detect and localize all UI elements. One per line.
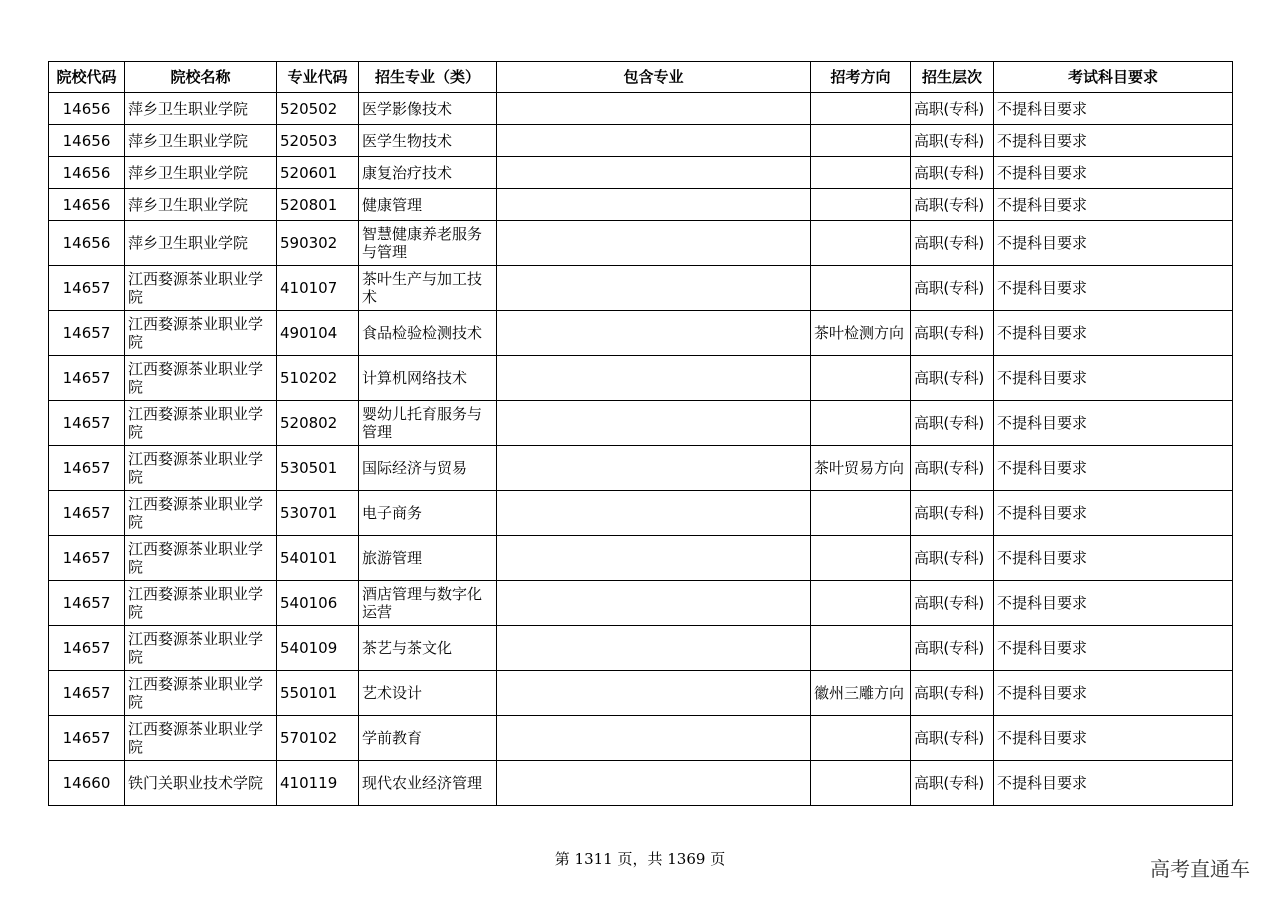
cell-exam-requirement: 不提科目要求 <box>994 716 1233 761</box>
table-row <box>49 536 1233 581</box>
table-row <box>49 189 1233 221</box>
cell-school-name: 江西婺源茶业职业学院 <box>125 311 277 356</box>
cell-school-code: 14657 <box>49 581 125 626</box>
cell-exam-requirement: 不提科目要求 <box>994 189 1233 221</box>
cell-exam-requirement: 不提科目要求 <box>994 446 1233 491</box>
cell-school-name: 江西婺源茶业职业学院 <box>125 491 277 536</box>
cell-school-name: 江西婺源茶业职业学院 <box>125 446 277 491</box>
cell-level: 高职(专科) <box>911 671 994 716</box>
cell-level: 高职(专科) <box>911 221 994 266</box>
cell-major-code: 540109 <box>277 626 359 671</box>
header-exam-requirement: 考试科目要求 <box>994 62 1233 93</box>
cell-major: 学前教育 <box>359 716 497 761</box>
cell-school-code: 14657 <box>49 401 125 446</box>
cell-direction <box>811 266 911 311</box>
cell-major-code: 510202 <box>277 356 359 401</box>
cell-direction: 茶叶贸易方向 <box>811 446 911 491</box>
cell-major: 医学影像技术 <box>359 93 497 125</box>
table-row <box>49 716 1233 761</box>
header-school-name: 院校名称 <box>125 62 277 93</box>
cell-direction: 茶叶检测方向 <box>811 311 911 356</box>
table-row <box>49 626 1233 671</box>
cell-direction <box>811 93 911 125</box>
table-row <box>49 671 1233 716</box>
cell-major-code: 530501 <box>277 446 359 491</box>
cell-school-code: 14656 <box>49 221 125 266</box>
cell-school-code: 14657 <box>49 626 125 671</box>
cell-major: 康复治疗技术 <box>359 157 497 189</box>
cell-included-majors <box>497 125 811 157</box>
table-row <box>49 157 1233 189</box>
cell-level: 高职(专科) <box>911 446 994 491</box>
cell-exam-requirement: 不提科目要求 <box>994 356 1233 401</box>
cell-direction <box>811 401 911 446</box>
cell-direction <box>811 125 911 157</box>
header-level: 招生层次 <box>911 62 994 93</box>
cell-included-majors <box>497 266 811 311</box>
cell-school-code: 14657 <box>49 311 125 356</box>
cell-included-majors <box>497 446 811 491</box>
cell-school-name: 江西婺源茶业职业学院 <box>125 356 277 401</box>
cell-included-majors <box>497 401 811 446</box>
cell-major: 旅游管理 <box>359 536 497 581</box>
cell-major-code: 540101 <box>277 536 359 581</box>
cell-major: 国际经济与贸易 <box>359 446 497 491</box>
cell-major-code: 520503 <box>277 125 359 157</box>
header-major-code: 专业代码 <box>277 62 359 93</box>
cell-school-code: 14656 <box>49 157 125 189</box>
cell-school-name: 江西婺源茶业职业学院 <box>125 401 277 446</box>
header-included-majors: 包含专业 <box>497 62 811 93</box>
cell-level: 高职(专科) <box>911 401 994 446</box>
cell-included-majors <box>497 626 811 671</box>
header-major: 招生专业（类） <box>359 62 497 93</box>
cell-school-code: 14656 <box>49 125 125 157</box>
cell-level: 高职(专科) <box>911 157 994 189</box>
cell-school-code: 14656 <box>49 189 125 221</box>
cell-school-code: 14657 <box>49 671 125 716</box>
cell-major: 计算机网络技术 <box>359 356 497 401</box>
cell-exam-requirement: 不提科目要求 <box>994 221 1233 266</box>
cell-school-code: 14660 <box>49 761 125 806</box>
cell-exam-requirement: 不提科目要求 <box>994 671 1233 716</box>
cell-direction <box>811 491 911 536</box>
cell-major: 现代农业经济管理 <box>359 761 497 806</box>
cell-school-name: 萍乡卫生职业学院 <box>125 189 277 221</box>
cell-major-code: 540106 <box>277 581 359 626</box>
cell-school-code: 14656 <box>49 93 125 125</box>
cell-level: 高职(专科) <box>911 125 994 157</box>
cell-school-code: 14657 <box>49 266 125 311</box>
cell-major-code: 490104 <box>277 311 359 356</box>
cell-level: 高职(专科) <box>911 356 994 401</box>
cell-major-code: 590302 <box>277 221 359 266</box>
cell-school-name: 江西婺源茶业职业学院 <box>125 266 277 311</box>
cell-direction <box>811 189 911 221</box>
cell-exam-requirement: 不提科目要求 <box>994 266 1233 311</box>
cell-exam-requirement: 不提科目要求 <box>994 401 1233 446</box>
cell-included-majors <box>497 536 811 581</box>
cell-school-name: 萍乡卫生职业学院 <box>125 221 277 266</box>
cell-major-code: 530701 <box>277 491 359 536</box>
cell-exam-requirement: 不提科目要求 <box>994 157 1233 189</box>
admissions-table <box>48 61 1233 806</box>
cell-level: 高职(专科) <box>911 581 994 626</box>
cell-direction <box>811 761 911 806</box>
cell-major-code: 570102 <box>277 716 359 761</box>
cell-major: 茶叶生产与加工技术 <box>359 266 497 311</box>
header-direction: 招考方向 <box>811 62 911 93</box>
cell-level: 高职(专科) <box>911 536 994 581</box>
cell-level: 高职(专科) <box>911 93 994 125</box>
cell-included-majors <box>497 581 811 626</box>
cell-school-name: 萍乡卫生职业学院 <box>125 157 277 189</box>
cell-included-majors <box>497 491 811 536</box>
cell-exam-requirement: 不提科目要求 <box>994 311 1233 356</box>
cell-major: 食品检验检测技术 <box>359 311 497 356</box>
table-row <box>49 221 1233 266</box>
cell-exam-requirement: 不提科目要求 <box>994 626 1233 671</box>
cell-major: 艺术设计 <box>359 671 497 716</box>
cell-major-code: 410107 <box>277 266 359 311</box>
table-row <box>49 311 1233 356</box>
cell-school-name: 江西婺源茶业职业学院 <box>125 536 277 581</box>
cell-school-name: 江西婺源茶业职业学院 <box>125 581 277 626</box>
table-row <box>49 446 1233 491</box>
cell-exam-requirement: 不提科目要求 <box>994 491 1233 536</box>
cell-exam-requirement: 不提科目要求 <box>994 536 1233 581</box>
cell-included-majors <box>497 356 811 401</box>
cell-included-majors <box>497 671 811 716</box>
cell-level: 高职(专科) <box>911 491 994 536</box>
cell-school-code: 14657 <box>49 356 125 401</box>
cell-included-majors <box>497 221 811 266</box>
cell-level: 高职(专科) <box>911 716 994 761</box>
cell-direction <box>811 716 911 761</box>
header-school-code: 院校代码 <box>49 62 125 93</box>
cell-major: 茶艺与茶文化 <box>359 626 497 671</box>
cell-direction <box>811 221 911 266</box>
table-body <box>49 93 1233 806</box>
table-row <box>49 761 1233 806</box>
header-row <box>49 62 1233 93</box>
cell-major-code: 410119 <box>277 761 359 806</box>
cell-level: 高职(专科) <box>911 189 994 221</box>
cell-major: 健康管理 <box>359 189 497 221</box>
cell-major: 智慧健康养老服务与管理 <box>359 221 497 266</box>
cell-included-majors <box>497 157 811 189</box>
cell-direction <box>811 356 911 401</box>
cell-major-code: 520801 <box>277 189 359 221</box>
table-row <box>49 125 1233 157</box>
cell-level: 高职(专科) <box>911 311 994 356</box>
cell-school-name: 江西婺源茶业职业学院 <box>125 626 277 671</box>
cell-level: 高职(专科) <box>911 761 994 806</box>
cell-level: 高职(专科) <box>911 626 994 671</box>
cell-direction: 徽州三雕方向 <box>811 671 911 716</box>
cell-exam-requirement: 不提科目要求 <box>994 761 1233 806</box>
cell-school-code: 14657 <box>49 491 125 536</box>
cell-major-code: 520802 <box>277 401 359 446</box>
table-row <box>49 581 1233 626</box>
cell-school-name: 江西婺源茶业职业学院 <box>125 671 277 716</box>
table-row <box>49 93 1233 125</box>
cell-major-code: 520601 <box>277 157 359 189</box>
cell-major-code: 550101 <box>277 671 359 716</box>
table-row <box>49 491 1233 536</box>
cell-exam-requirement: 不提科目要求 <box>994 125 1233 157</box>
cell-direction <box>811 536 911 581</box>
table-row <box>49 401 1233 446</box>
cell-major: 电子商务 <box>359 491 497 536</box>
cell-school-code: 14657 <box>49 446 125 491</box>
cell-school-name: 铁门关职业技术学院 <box>125 761 277 806</box>
cell-exam-requirement: 不提科目要求 <box>994 93 1233 125</box>
page-number: 第 1311 页，共 1369 页 <box>554 850 726 868</box>
cell-exam-requirement: 不提科目要求 <box>994 581 1233 626</box>
cell-included-majors <box>497 761 811 806</box>
cell-direction <box>811 626 911 671</box>
cell-included-majors <box>497 189 811 221</box>
cell-included-majors <box>497 93 811 125</box>
cell-school-name: 江西婺源茶业职业学院 <box>125 716 277 761</box>
cell-school-name: 萍乡卫生职业学院 <box>125 93 277 125</box>
watermark: 高考直通车 <box>1150 857 1250 881</box>
cell-level: 高职(专科) <box>911 266 994 311</box>
cell-major: 酒店管理与数字化运营 <box>359 581 497 626</box>
cell-direction <box>811 157 911 189</box>
cell-school-code: 14657 <box>49 536 125 581</box>
cell-school-code: 14657 <box>49 716 125 761</box>
cell-major: 婴幼儿托育服务与管理 <box>359 401 497 446</box>
cell-school-name: 萍乡卫生职业学院 <box>125 125 277 157</box>
cell-direction <box>811 581 911 626</box>
cell-major-code: 520502 <box>277 93 359 125</box>
table-row <box>49 356 1233 401</box>
cell-major: 医学生物技术 <box>359 125 497 157</box>
cell-included-majors <box>497 311 811 356</box>
table-row <box>49 266 1233 311</box>
cell-included-majors <box>497 716 811 761</box>
